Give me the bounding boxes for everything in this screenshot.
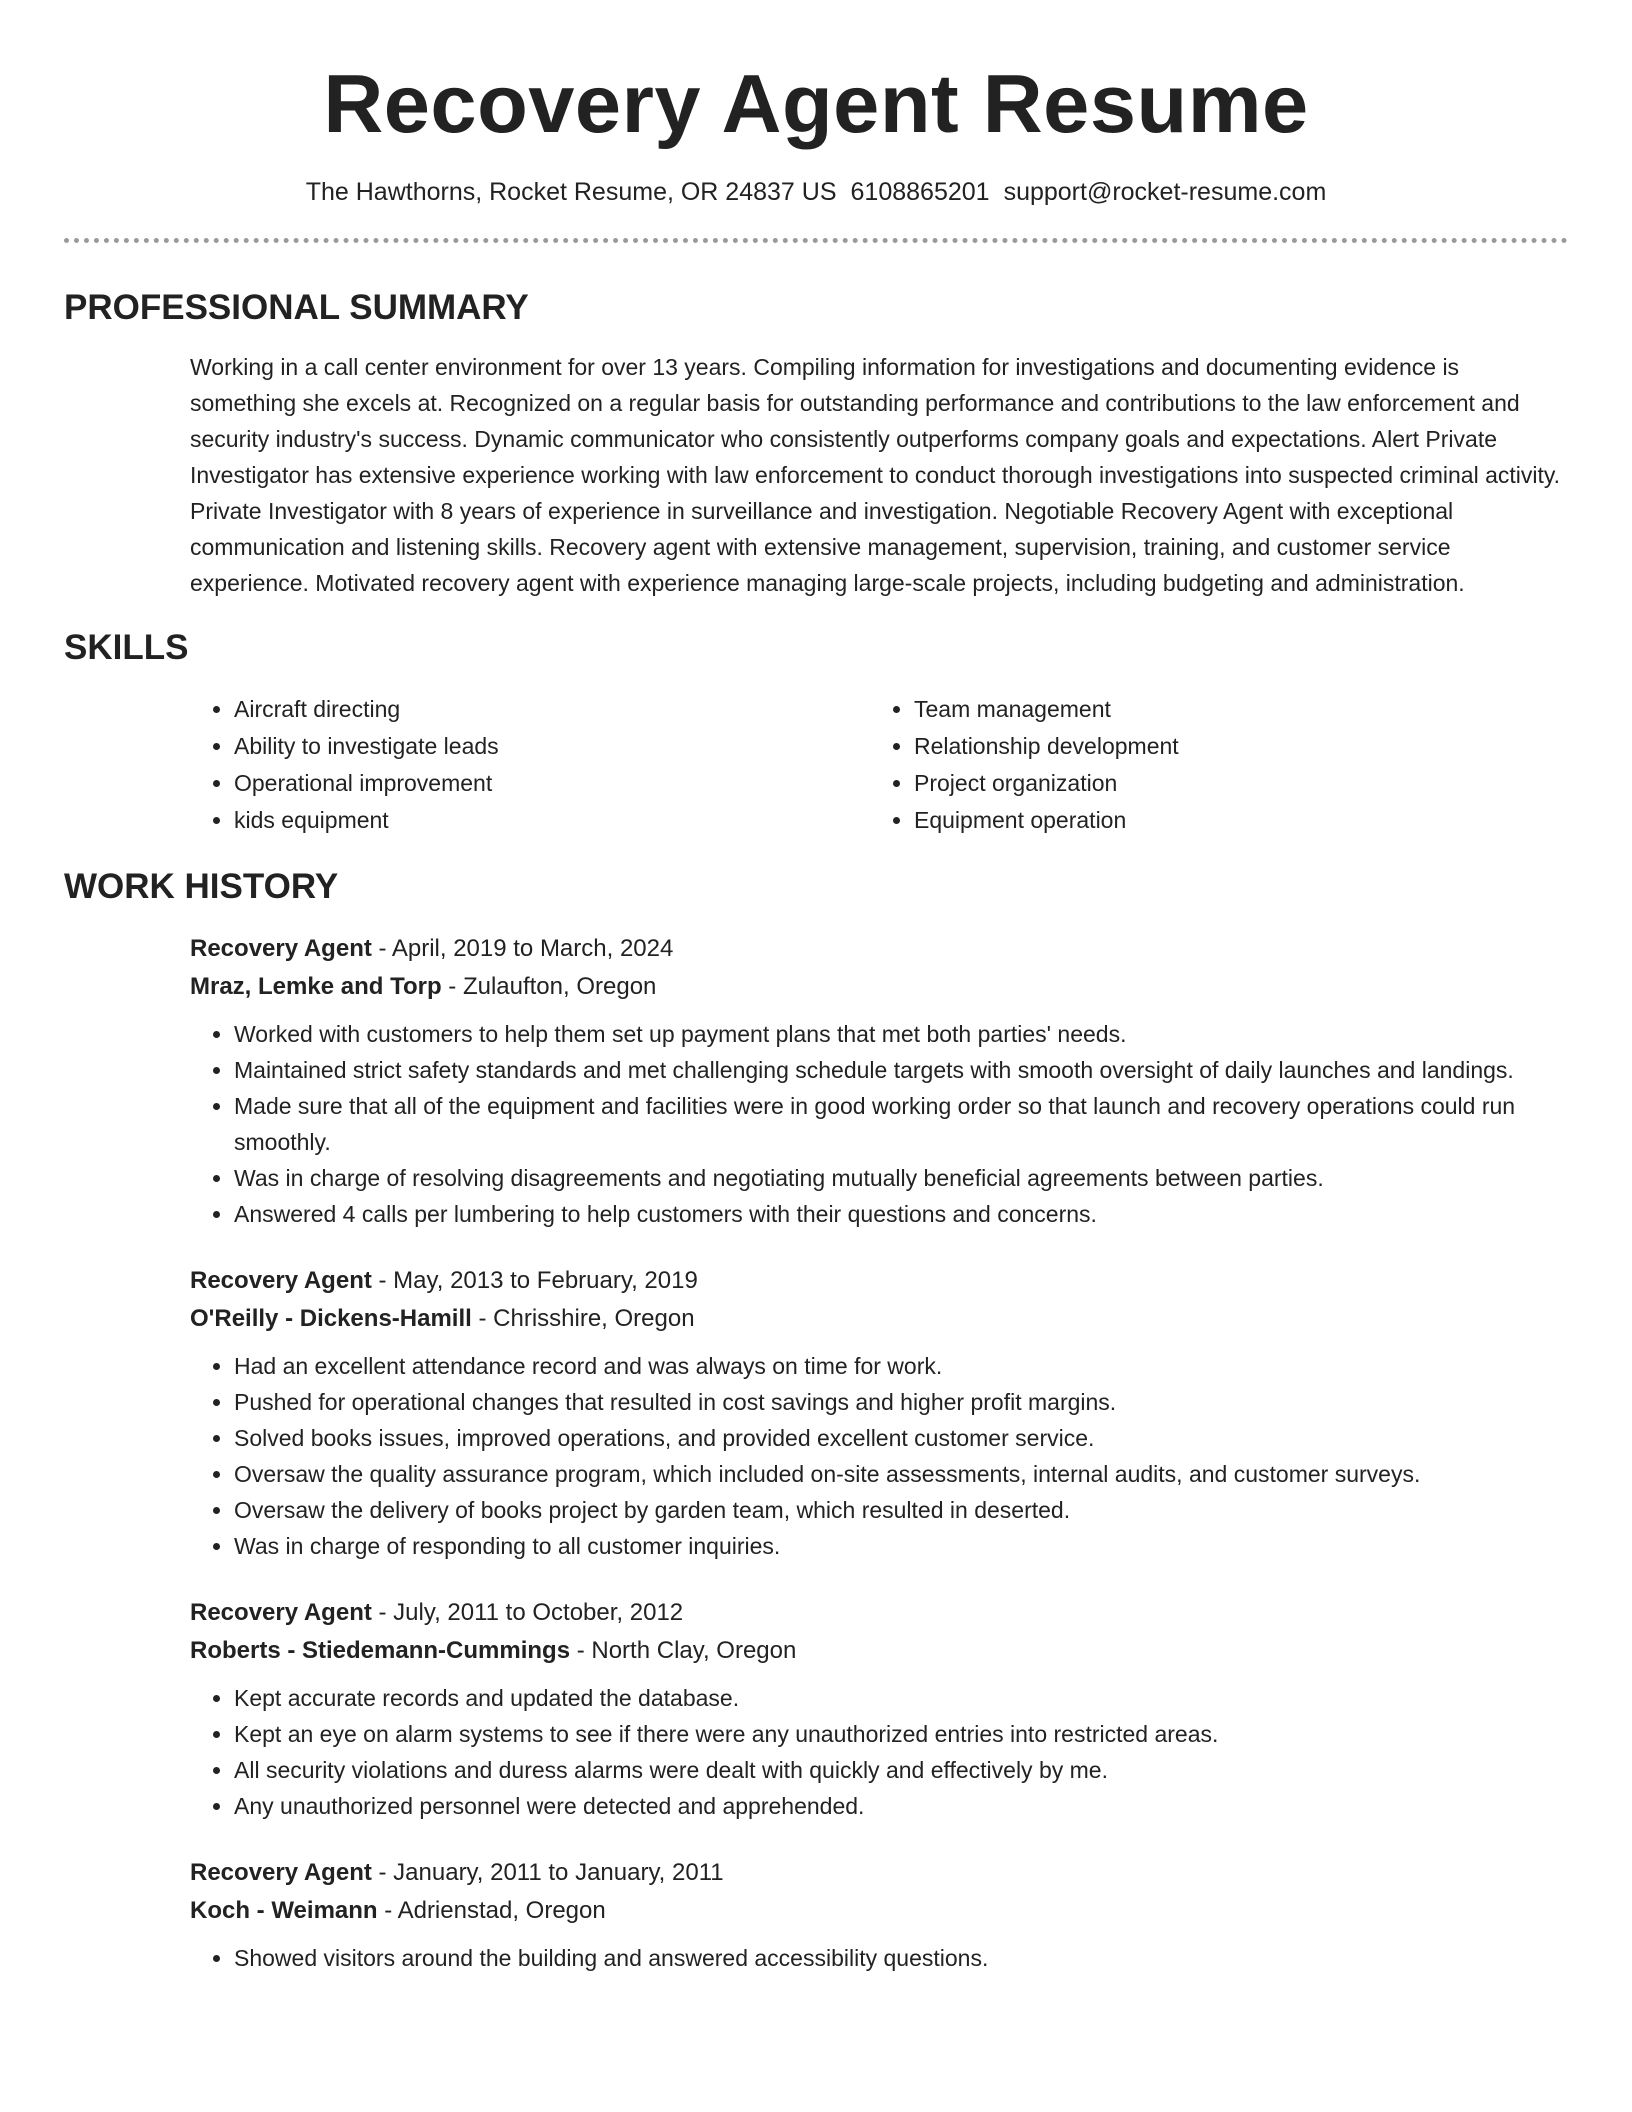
job-company-line xyxy=(190,968,1568,1006)
skill-item: • Aircraft directing xyxy=(234,691,870,728)
job-company: Koch - Weimann xyxy=(190,1897,378,1924)
job-company: O'Reilly - Dickens-Hamill xyxy=(190,1305,472,1332)
job-dates: - July, 2011 to October, 2012 xyxy=(371,1599,684,1626)
job-dates: - April, 2019 to March, 2024 xyxy=(371,935,674,962)
job-title: Recovery Agent xyxy=(190,935,372,962)
job-bullet: • Oversaw the quality assurance program, which included on-site assessments, internal audits, and customer surveys. xyxy=(234,1456,1568,1492)
job-bullet: • Was in charge of resolving disagreements and negotiating mutually beneficial agreements between parties. xyxy=(234,1160,1568,1196)
contact-line xyxy=(64,175,1568,209)
job-bullets xyxy=(190,1680,1568,1824)
job-dates: - January, 2011 to January, 2011 xyxy=(371,1859,724,1886)
job-entry xyxy=(190,930,1568,1232)
work-history-heading: WORK HISTORY xyxy=(64,867,339,906)
header-divider xyxy=(64,238,1568,243)
skill-item: • Equipment operation xyxy=(914,802,1550,839)
job-title-line xyxy=(190,1854,1568,1892)
job-bullets xyxy=(190,1940,1568,1976)
job-title-line xyxy=(190,1262,1568,1300)
job-title: Recovery Agent xyxy=(190,1859,372,1886)
contact-email: support@rocket-resume.com xyxy=(1003,178,1327,206)
skills-column-left xyxy=(190,691,870,839)
skills-column-right xyxy=(870,691,1550,839)
job-bullet: • Made sure that all of the equipment and facilities were in good working order so that launch and recovery operations could run smoothly. xyxy=(234,1088,1568,1160)
job-bullet: • Was in charge of responding to all customer inquiries. xyxy=(234,1528,1568,1564)
job-bullet: • Any unauthorized personnel were detected and apprehended. xyxy=(234,1788,1568,1824)
job-entry xyxy=(190,1594,1568,1824)
contact-phone: 6108865201 xyxy=(850,178,990,206)
job-bullets xyxy=(190,1016,1568,1232)
skill-item: • kids equipment xyxy=(234,802,870,839)
summary-heading: PROFESSIONAL SUMMARY xyxy=(64,288,529,327)
job-bullet: • Solved books issues, improved operations, and provided excellent customer service. xyxy=(234,1420,1568,1456)
job-bullet: • Kept accurate records and updated the database. xyxy=(234,1680,1568,1716)
skill-item: • Team management xyxy=(914,691,1550,728)
skills-heading: SKILLS xyxy=(64,628,189,667)
summary-text: Working in a call center environment for over 13 years. Compiling information for investigations and documenting evidence is something she excels at. Recognized on a regular basis for outstanding performance and contributions to the law enforcement and security industry's success. Dynamic communicator who consistently outperforms company goals and expectations. Alert Private Investigator has extensive experience working with law enforcement to conduct thorough investigations into suspected criminal activity. Private Investigator with 8 years of experience in surveillance and investigation. Negotiable Recovery Agent with exceptional communication and listening skills. Recovery agent with extensive management, supervision, training, and customer service experience. Motivated recovery agent with experience managing large-scale projects, including budgeting and administration. xyxy=(190,354,1561,596)
job-bullets xyxy=(190,1348,1568,1564)
job-bullet: • Pushed for operational changes that resulted in cost savings and higher profit margins. xyxy=(234,1384,1568,1420)
skill-item: • Relationship development xyxy=(914,728,1550,765)
job-bullet: • Answered 4 calls per lumbering to help customers with their questions and concerns. xyxy=(234,1196,1568,1232)
job-company: Roberts - Stiedemann-Cummings xyxy=(190,1637,571,1664)
job-title: Recovery Agent xyxy=(190,1267,372,1294)
job-title-line xyxy=(190,1594,1568,1632)
job-location: - Adrienstad, Oregon xyxy=(377,1897,606,1924)
job-entry xyxy=(190,1262,1568,1564)
job-company-line xyxy=(190,1632,1568,1670)
job-title: Recovery Agent xyxy=(190,1599,372,1626)
contact-address: The Hawthorns, Rocket Resume, OR 24837 US xyxy=(305,178,837,206)
job-company-line xyxy=(190,1892,1568,1930)
skill-item: • Project organization xyxy=(914,765,1550,802)
job-bullet: • Maintained strict safety standards and met challenging schedule targets with smooth oversight of daily launches and landings. xyxy=(234,1052,1568,1088)
job-title-line xyxy=(190,930,1568,968)
job-bullet: • Oversaw the delivery of books project by garden team, which resulted in deserted. xyxy=(234,1492,1568,1528)
resume-page xyxy=(64,0,1568,1976)
job-location: - North Clay, Oregon xyxy=(570,1637,797,1664)
job-dates: - May, 2013 to February, 2019 xyxy=(371,1267,698,1294)
job-entry xyxy=(190,1854,1568,1976)
job-company-line xyxy=(190,1300,1568,1338)
job-company: Mraz, Lemke and Torp xyxy=(190,973,442,1000)
job-bullet: • Worked with customers to help them set up payment plans that met both parties' needs. xyxy=(234,1016,1568,1052)
job-bullet: • Had an excellent attendance record and was always on time for work. xyxy=(234,1348,1568,1384)
job-location: - Zulaufton, Oregon xyxy=(441,973,657,1000)
job-bullet: • Showed visitors around the building and answered accessibility questions. xyxy=(234,1940,1568,1976)
job-bullet: • All security violations and duress alarms were dealt with quickly and effectively by me. xyxy=(234,1752,1568,1788)
job-location: - Chrisshire, Oregon xyxy=(471,1305,695,1332)
skill-item: • Operational improvement xyxy=(234,765,870,802)
job-bullet: • Kept an eye on alarm systems to see if there were any unauthorized entries into restricted areas. xyxy=(234,1716,1568,1752)
resume-title: Recovery Agent Resume xyxy=(323,57,1309,150)
skills-list xyxy=(190,691,1568,839)
skill-item: • Ability to investigate leads xyxy=(234,728,870,765)
